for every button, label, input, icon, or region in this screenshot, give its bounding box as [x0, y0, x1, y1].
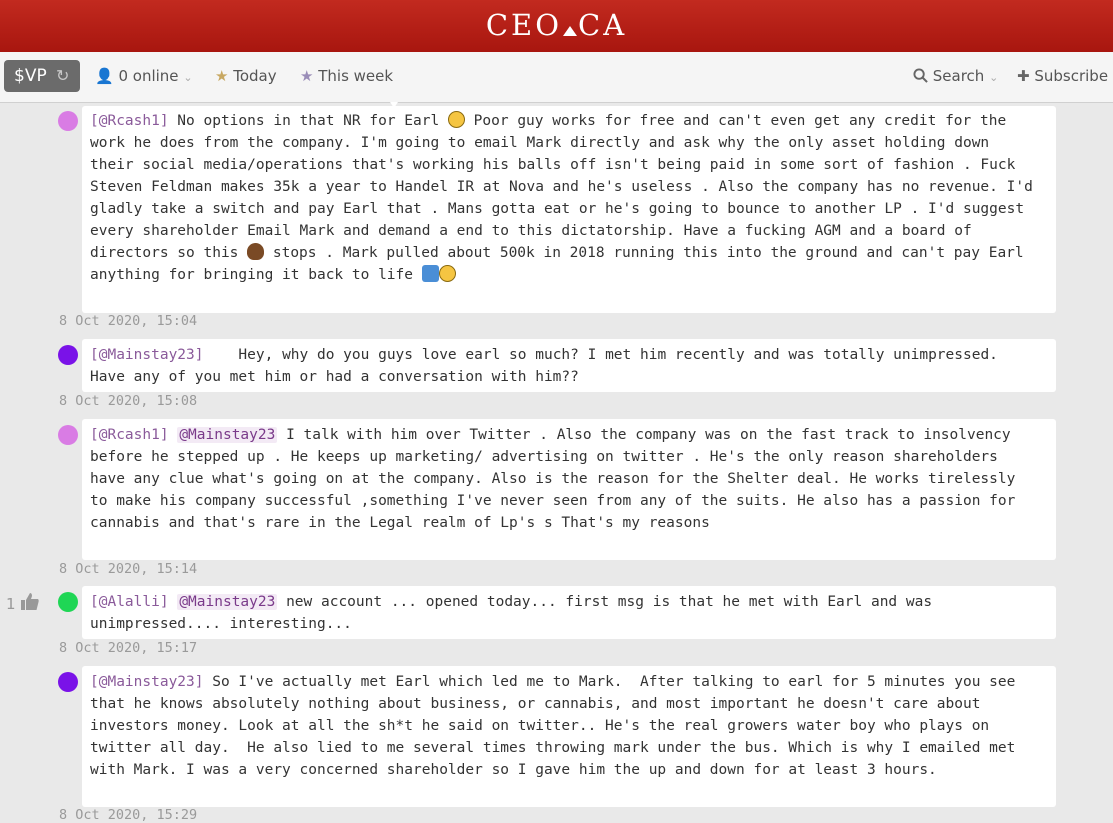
search-icon — [913, 68, 928, 83]
subscribe-button[interactable] — [1017, 67, 1108, 85]
message-timestamp: 8 Oct 2020, 15:08 — [59, 393, 198, 409]
message-text — [90, 110, 1040, 286]
message-segment: So I've actually met Earl which led me to Mark. After talking to earl for 5 minutes you see that he knows absolutely nothing about business, or cannabis, and most important he doesn't care about investors money. Look at all the sh*t he said on twitter.. He's the real growers water boy who plays on twitter all day. He also lied to me several times throwing mark under the bus. Which is why I emailed met with Mark. I was a very concerned shareholder so I gave him the up and down for at least 3 hours. — [90, 674, 1025, 778]
today-label: Today — [233, 67, 277, 85]
chevron-down-icon: ⌄ — [989, 71, 999, 84]
message-segment: No options in that NR for Earl — [168, 113, 448, 129]
message-segment: new account ... opened today... first msg is that he met with Earl and was unimpressed.... interesting... — [90, 594, 941, 632]
people-emoji-icon — [422, 265, 439, 282]
chevron-down-icon: ⌄ — [183, 71, 193, 84]
subscribe-label: Subscribe — [1034, 67, 1109, 85]
star-icon: ★ — [300, 67, 314, 85]
online-count: 0 online — [118, 67, 179, 85]
search-label: Search — [932, 67, 985, 85]
avatar-dot — [58, 345, 78, 365]
message-timestamp: 8 Oct 2020, 15:17 — [59, 640, 198, 656]
this-week-label: This week — [318, 67, 394, 85]
site-logo[interactable] — [0, 8, 1113, 42]
toolbar — [0, 52, 1113, 103]
message-segment: Hey, why do you guys love earl so much? I met him recently and was totally unimpressed. Have any of you met him or had a conversation with him?? — [90, 347, 1007, 385]
search-dropdown[interactable] — [913, 67, 998, 85]
message-segment: I talk with him over Twitter . Also the company was on the fast track to insolvency before he stepped up . He keeps up marketing/ advertising on twitter . He's the only reason shareholders have any clue what's going on at the company. Also is the reason for the Shelter deal. He works tirelessly to make his company successful ,something I've never seen from any of the suits. He also has a passion for cannabis and that's rare in the Legal realm of Lp's s That's my reasons — [90, 427, 1025, 531]
plus-icon: ✚ — [1017, 67, 1030, 85]
message-segment: Poor guy works for free and can't even get any credit for the work he does from the company. I'm going to email Mark directly and ask why the only asset holding down their social media/operations that's working his balls off isn't being paid in some sort of fashion . Fuck Steven Feldman makes 35k a year to Handel IR at Nova and he's useless . Also the company has no revenue. I'd gladly take a switch and pay Earl that . Mans gotta eat or he's going to bounce to another LP . I'd suggest every shareholder Email Mark and demand a end to this dictatorship. Have a fucking AGM and a board of directors so this — [90, 113, 1042, 261]
avatar-dot — [58, 425, 78, 445]
logo-triangle-icon — [563, 26, 577, 36]
message-text — [90, 344, 1040, 388]
site-header — [0, 0, 1113, 52]
message-timestamp: 8 Oct 2020, 15:29 — [59, 807, 198, 823]
like-count: 1 — [6, 595, 16, 613]
user-icon: 👤 — [95, 67, 114, 85]
refresh-icon[interactable]: ↻ — [56, 66, 70, 85]
avatar-dot — [58, 672, 78, 692]
mention-link[interactable]: @Mainstay23 — [179, 427, 276, 443]
star-icon: ★ — [215, 67, 229, 85]
logo-text-left: CEO — [485, 8, 562, 42]
face-emoji-icon — [439, 265, 456, 282]
message-text — [90, 671, 1040, 781]
ticker-symbol: $VP — [14, 66, 47, 86]
message-text — [90, 424, 1040, 534]
message-timestamp: 8 Oct 2020, 15:14 — [59, 561, 198, 577]
today-filter[interactable] — [215, 67, 277, 85]
this-week-filter[interactable] — [300, 67, 393, 85]
online-dropdown[interactable] — [95, 67, 193, 85]
face-emoji-icon — [448, 111, 465, 128]
username-link[interactable]: [@Alalli] — [90, 594, 169, 610]
ticker-button[interactable] — [4, 60, 80, 92]
like-button[interactable] — [6, 592, 40, 613]
message-text — [90, 591, 1040, 635]
thumbs-up-icon — [20, 592, 40, 612]
avatar-dot — [58, 111, 78, 131]
mention-link[interactable]: @Mainstay23 — [179, 594, 276, 610]
message-segment: stops . Mark pulled about 500k in 2018 running this into the ground and can't pay Earl anything for bringing it back to life — [90, 245, 1033, 283]
message-timestamp: 8 Oct 2020, 15:04 — [59, 313, 198, 329]
username-link[interactable]: [@Rcash1] — [90, 427, 169, 443]
username-link[interactable]: [@Rcash1] — [90, 113, 169, 129]
logo-text-right: CA — [578, 8, 628, 42]
username-link[interactable]: [@Mainstay23] — [90, 674, 204, 690]
avatar-dot — [58, 592, 78, 612]
username-link[interactable]: [@Mainstay23] — [90, 347, 204, 363]
poop-emoji-icon — [247, 243, 264, 260]
